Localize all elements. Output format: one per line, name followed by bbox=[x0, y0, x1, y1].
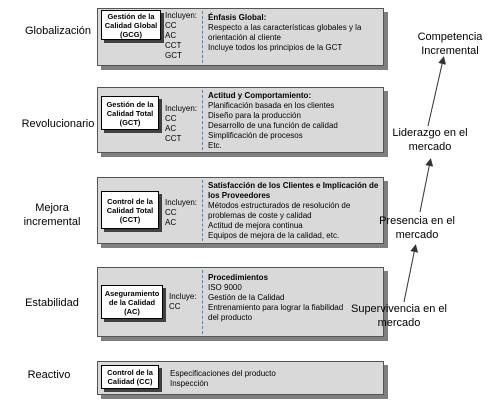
box-gcg-tag: Gestión de la Calidad Global (GCG) bbox=[101, 10, 161, 40]
box-cc-tag: Control de la Calidad (CC) bbox=[101, 365, 159, 389]
box-gcg-line: Respecto a las características globales y la bbox=[208, 23, 362, 32]
box-gcg-line: Incluye todos los principios de la GCT bbox=[208, 43, 343, 52]
box-cc-line: Especificaciones del producto bbox=[170, 369, 276, 378]
arrow-supervivencia-to-presencia bbox=[404, 248, 415, 302]
stage-label-revolucionario: Revolucionario bbox=[21, 118, 95, 130]
progression-presencia-mercado: Presencia en el mercado bbox=[379, 215, 455, 241]
box-cc-line: Inspección bbox=[170, 379, 209, 388]
stage-label-estabilidad: Estabilidad bbox=[25, 297, 79, 309]
box-gcg-heading: Énfasis Global: bbox=[208, 13, 267, 22]
box-gcg-line: orientación al cliente bbox=[208, 33, 281, 42]
box-cct-line: problemas de coste y calidad bbox=[208, 211, 312, 220]
progression-supervivencia-mercado: Supervivencia en el mercado bbox=[350, 303, 447, 329]
box-gct-line: Simplificación de procesos bbox=[208, 131, 303, 140]
box-ac-includes: Incluye: CC bbox=[169, 292, 197, 311]
arrow-presencia-to-liderazgo bbox=[420, 162, 430, 212]
box-cct-includes: Incluyen: CC AC bbox=[165, 198, 198, 227]
box-ac-line: Gestión de la Calidad bbox=[208, 293, 285, 302]
box-gct-includes: Incluyen: CC AC CCT bbox=[165, 104, 198, 143]
box-ac-line: Entrenamiento para lograr la fiabilidad bbox=[208, 303, 344, 312]
box-ac-heading: Procedimientos bbox=[208, 273, 269, 282]
box-cct-line: Equipos de mejora de la calidad, etc. bbox=[208, 231, 340, 240]
stage-label-globalizacion: Globalización bbox=[24, 25, 92, 37]
box-gct-line: Diseño para la producción bbox=[208, 111, 301, 120]
box-gct-line: Planificación basada en los clientes bbox=[208, 101, 335, 110]
stage-label-reactivo: Reactivo bbox=[27, 369, 71, 381]
box-gct-heading: Actitud y Comportamiento: bbox=[208, 91, 312, 100]
box-gct-line: Desarrollo de una función de calidad bbox=[208, 121, 338, 130]
box-cct-line: Actitud de mejora continua bbox=[208, 221, 303, 230]
progression-competencia-incremental: Competencia Incremental bbox=[417, 31, 483, 57]
box-cct-heading: Satisfacción de los Clientes e Implicación de los Proveedores bbox=[208, 181, 379, 200]
progression-liderazgo-mercado: Liderazgo en el mercado bbox=[392, 127, 468, 153]
box-ac-line: ISO 9000 bbox=[208, 283, 242, 292]
stage-label-mejora-incremental: Mejora incremental bbox=[23, 202, 81, 228]
box-cct-tag: Control de la Calidad Total (CCT) bbox=[101, 191, 159, 229]
box-cct-line: Métodos estructurados de resolución de bbox=[208, 201, 351, 210]
box-ac-line: del producto bbox=[208, 313, 253, 322]
arrow-liderazgo-to-competencia bbox=[428, 60, 443, 126]
box-gct-line: Etc. bbox=[208, 141, 222, 150]
box-gct-tag: Gestión de la Calidad Total (GCT) bbox=[101, 96, 159, 130]
box-gcg-includes: Incluyen: CC AC CCT GCT bbox=[165, 11, 198, 60]
box-ac-tag: Aseguramiento de la Calidad (AC) bbox=[101, 285, 163, 319]
